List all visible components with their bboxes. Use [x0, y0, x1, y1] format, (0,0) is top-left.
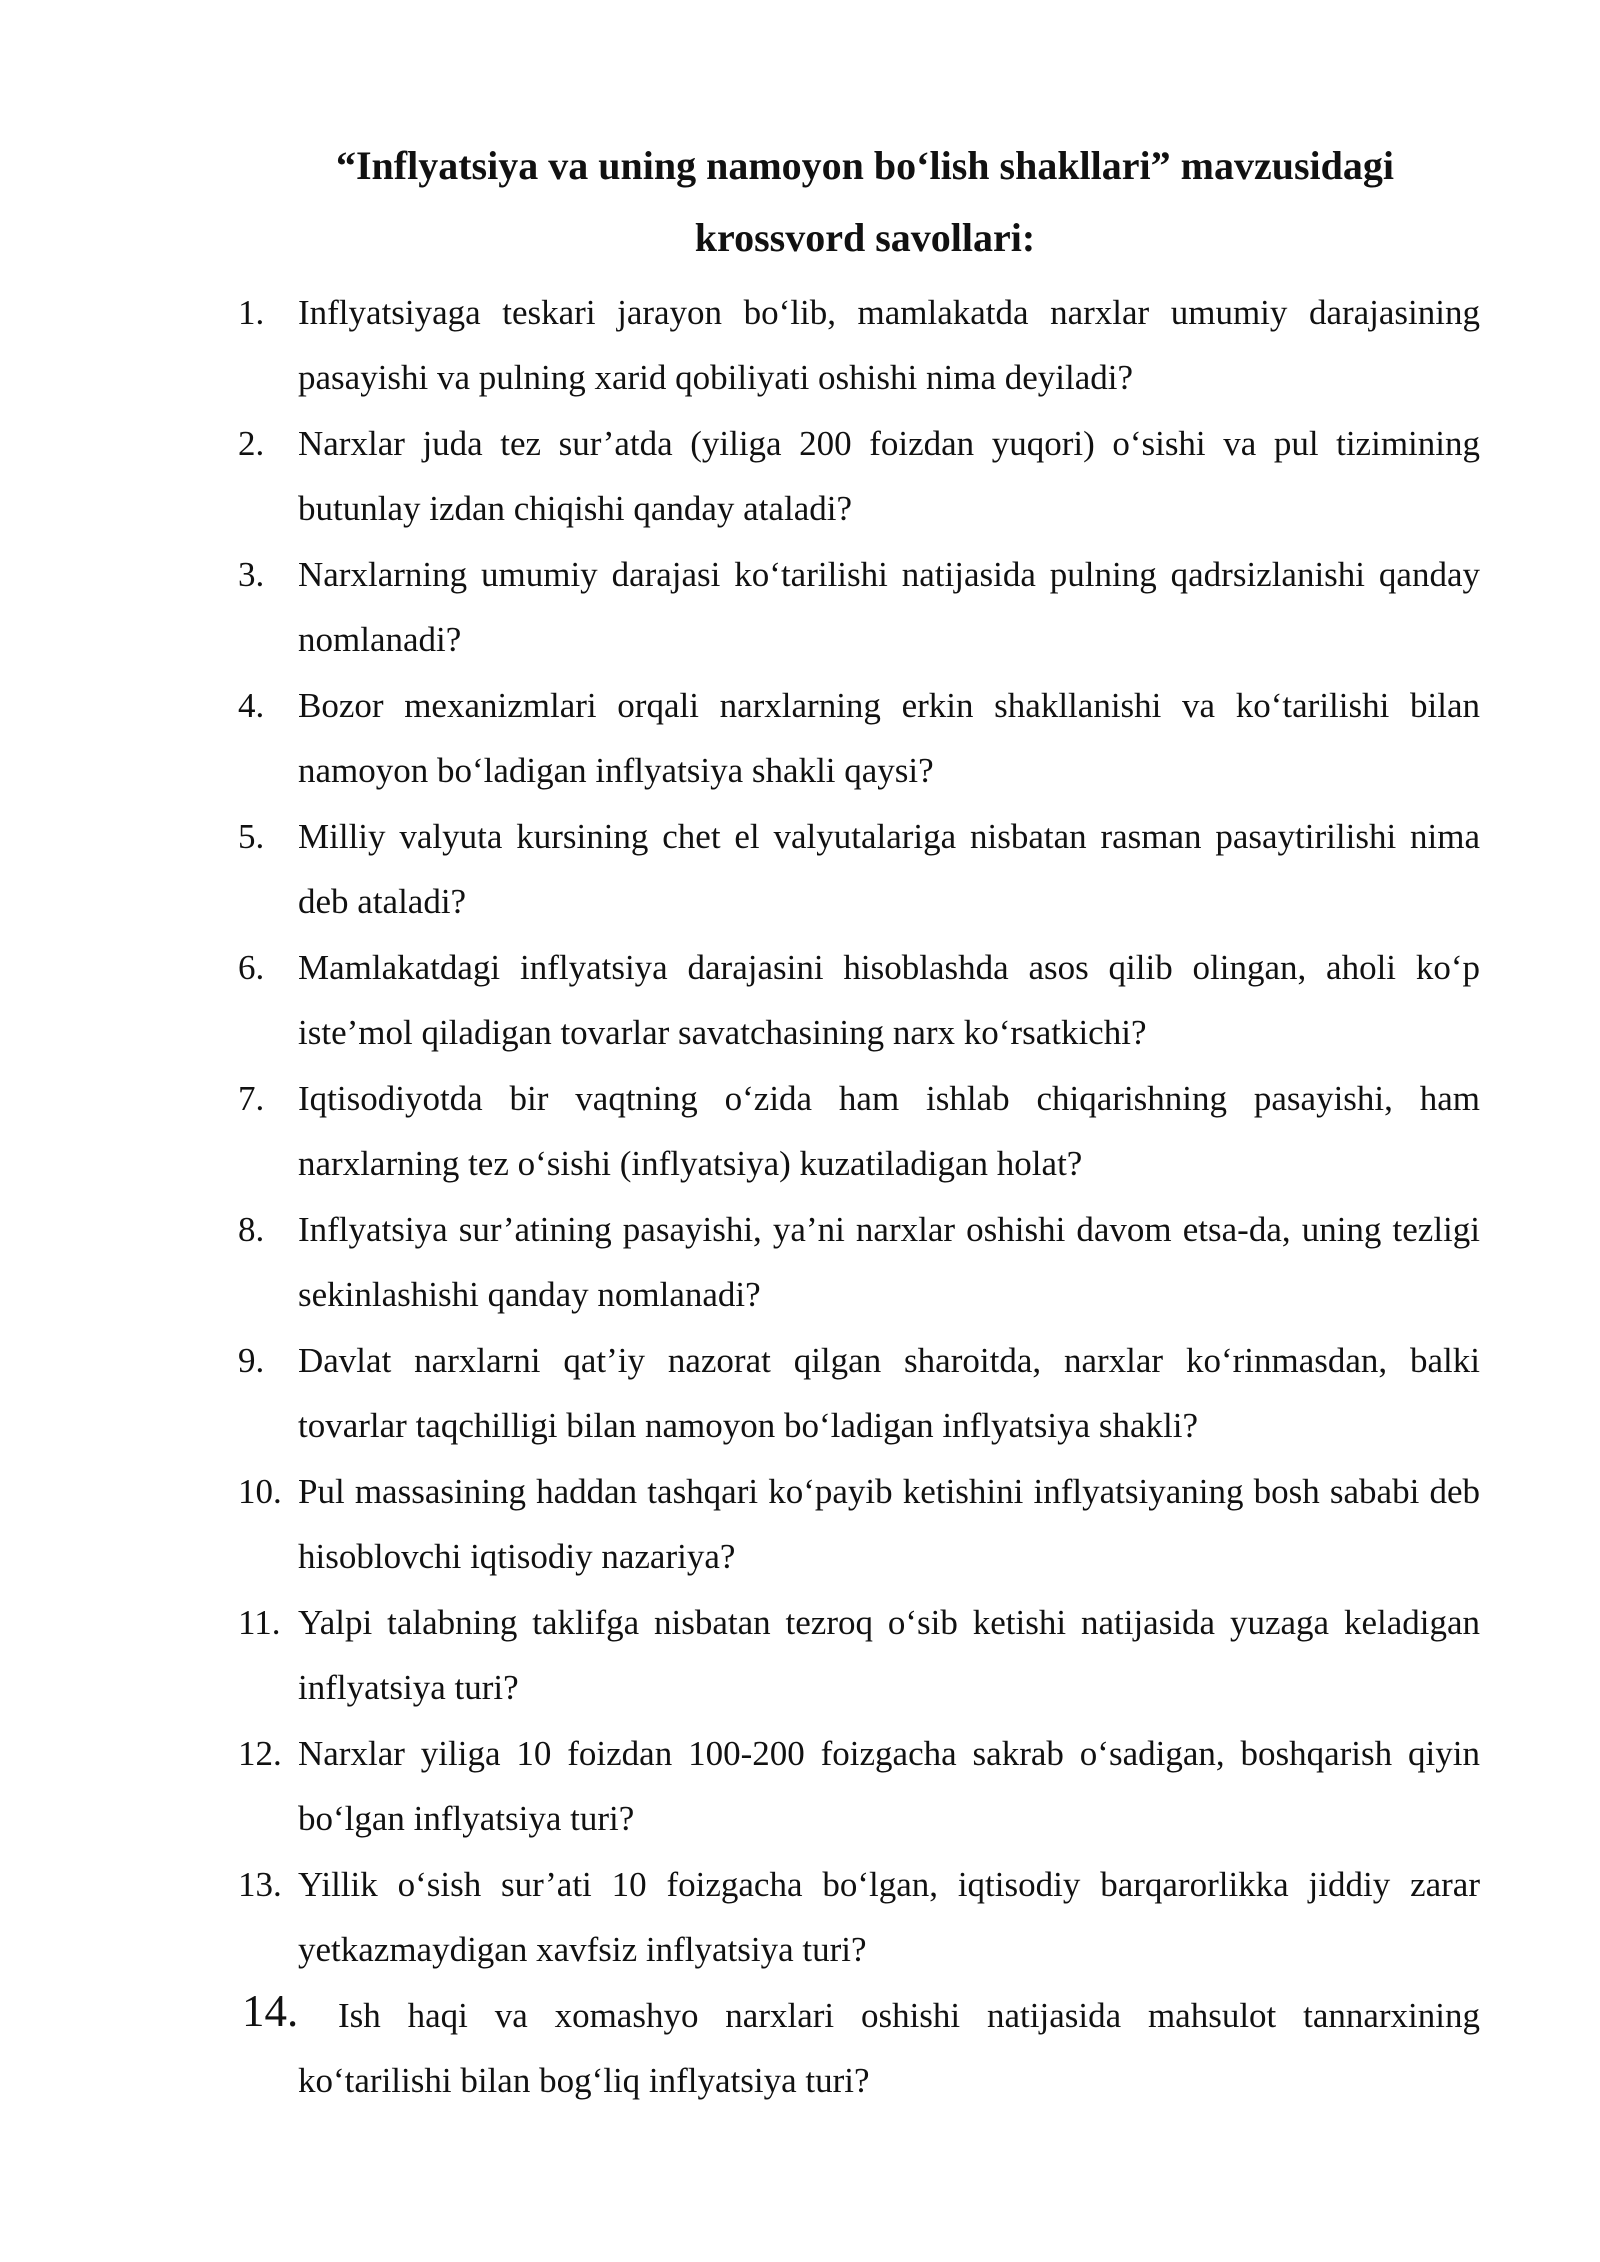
question-number: 9.	[238, 1341, 265, 1380]
question-number: 8.	[238, 1210, 265, 1249]
question-item	[0, 1459, 1600, 1590]
question-text: Narxlar yiliga 10 foizdan 100-200 foizgacha sakrab o‘sadigan, boshqarish qiyin bo‘lgan inflyatsiya turi?	[298, 1734, 1480, 1838]
question-number: 2.	[238, 424, 265, 463]
question-number: 7.	[238, 1079, 265, 1118]
page-title: “Inflyatsiya va uning namoyon bo‘lish shakllari” mavzusidagi	[335, 143, 1395, 188]
question-item	[0, 1852, 1600, 1983]
question-number: 13.	[238, 1865, 282, 1904]
question-text: Davlat narxlarni qat’iy nazorat qilgan sharoitda, narxlar ko‘rinmasdan, balki tovarlar taqchilligi bilan namoyon bo‘ladigan inflyatsiya shakli?	[298, 1341, 1480, 1445]
question-item	[0, 280, 1600, 411]
question-item	[0, 935, 1600, 1066]
question-text: Narxlarning umumiy darajasi ko‘tarilishi natijasida pulning qadrsizlanishi qanday nomlanadi?	[298, 555, 1480, 659]
question-item	[0, 673, 1600, 804]
question-item	[0, 411, 1600, 542]
question-number: 10.	[238, 1472, 282, 1511]
question-item	[0, 1721, 1600, 1852]
question-item	[0, 1983, 1600, 2114]
question-text: Narxlar juda tez sur’atda (yiliga 200 foizdan yuqori) o‘sishi va pul tizimining butunlay izdan chiqishi qanday ataladi?	[298, 424, 1480, 528]
question-text: Inflyatsiya sur’atining pasayishi, ya’ni narxlar oshishi davom etsa-da, uning tezligi sekinlashishi qanday nomlanadi?	[298, 1210, 1480, 1314]
question-number: 5.	[238, 817, 265, 856]
question-number: 6.	[238, 948, 265, 987]
question-text: Ish haqi va xomashyo narxlari oshishi natijasida mahsulot tannarxining ko‘tarilishi bilan bog‘liq inflyatsiya turi?	[298, 1996, 1480, 2100]
question-item	[0, 542, 1600, 673]
question-number: 12.	[238, 1734, 282, 1773]
question-list	[0, 280, 1600, 2114]
page-subtitle: krossvord savollari:	[694, 215, 1036, 260]
question-number: 3.	[238, 555, 265, 594]
question-text: Inflyatsiyaga teskari jarayon bo‘lib, mamlakatda narxlar umumiy darajasining pasayishi va pulning xarid qobiliyati oshishi nima deyiladi?	[298, 293, 1480, 397]
question-item	[0, 804, 1600, 935]
question-number: 11.	[238, 1603, 281, 1642]
question-text: Milliy valyuta kursining chet el valyutalariga nisbatan rasman pasaytirilishi nima deb ataladi?	[298, 817, 1480, 921]
question-text: Mamlakatdagi inflyatsiya darajasini hisoblashda asos qilib olingan, aholi ko‘p iste’mol qiladigan tovarlar savatchasining narx ko‘rsatkichi?	[298, 948, 1480, 1052]
question-text: Bozor mexanizmlari orqali narxlarning erkin shakllanishi va ko‘tarilishi bilan namoyon bo‘ladigan inflyatsiya shakli qaysi?	[298, 686, 1480, 790]
question-number: 1.	[238, 293, 265, 332]
question-text: Iqtisodiyotda bir vaqtning o‘zida ham ishlab chiqarishning pasayishi, ham narxlarning tez o‘sishi (inflyatsiya) kuzatiladigan holat?	[298, 1079, 1480, 1183]
question-item	[0, 1197, 1600, 1328]
question-number: 14.	[242, 1986, 299, 2036]
question-item	[0, 1066, 1600, 1197]
question-text: Pul massasining haddan tashqari ko‘payib ketishini inflyatsiyaning bosh sababi deb hisoblovchi iqtisodiy nazariya?	[298, 1472, 1480, 1576]
question-item	[0, 1590, 1600, 1721]
question-text: Yillik o‘sish sur’ati 10 foizgacha bo‘lgan, iqtisodiy barqarorlikka jiddiy zarar yetkazmaydigan xavfsiz inflyatsiya turi?	[298, 1865, 1480, 1969]
question-item	[0, 1328, 1600, 1459]
question-text: Yalpi talabning taklifga nisbatan tezroq o‘sib ketishi natijasida yuzaga keladigan inflyatsiya turi?	[298, 1603, 1480, 1707]
question-number: 4.	[238, 686, 265, 725]
